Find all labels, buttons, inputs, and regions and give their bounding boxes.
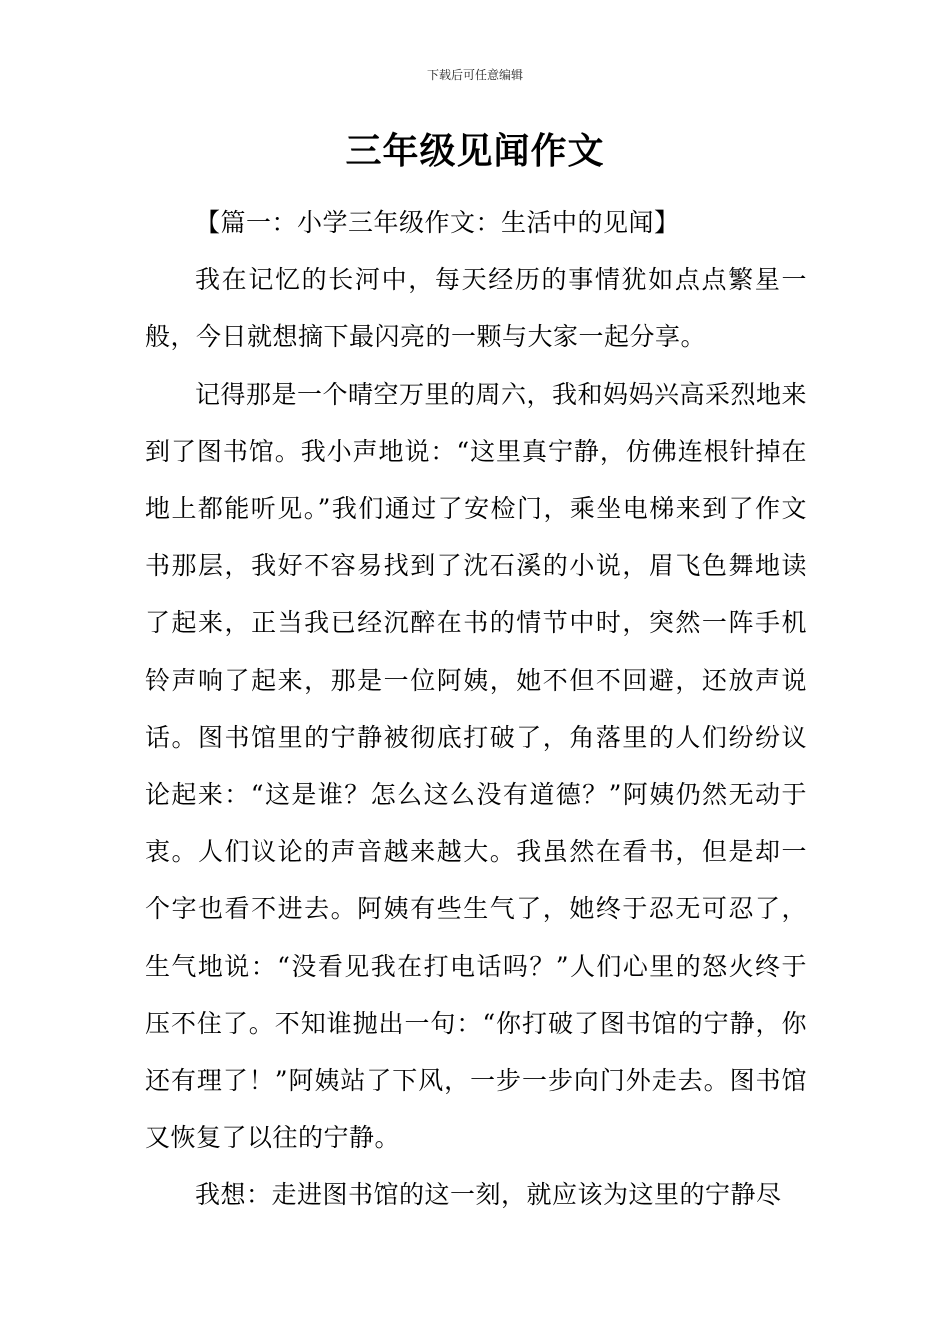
document-title: 三年级见闻作文 — [345, 131, 605, 172]
paragraph-3: 我想：走进图书馆的这一刻，就应该为这里的宁静尽 — [195, 1180, 782, 1210]
section-heading: 【篇一：小学三年级作文：生活中的见闻】 — [195, 208, 680, 237]
paragraph-1: 我在记忆的长河中，每天经历的事情犹如点点繁星一般，今日就想摘下最闪亮的一颗与大家一起分享。 — [145, 265, 807, 352]
paragraph-2: 记得那是一个晴空万里的周六，我和妈妈兴高采烈地来到了图书馆。我小声地说：“这里真宁静，仿佛连根针掉在地上都能听见。”我们通过了安检门，乘坐电梯来到了作文书那层，我好不容易找到了沈石溪的小说，眉飞色舞地读了起来，正当我已经沉醉在书的情节中时，突然一阵手机铃声响了起来，那是一位阿姨，她不但不回避，还放声说话。图书馆里的宁静被彻底打破了，角落里的人们纷纷议论起来：“这是谁？怎么这么没有道德？”阿姨仍然无动于衷。人们议论的声音越来越大。我虽然在看书，但是却一个字也看不进去。阿姨有些生气了，她终于忍无可忍了，生气地说：“没看见我在打电话吗？”人们心里的怒火终于压不住了。不知谁抛出一句：“你打破了图书馆的宁静，你还有理了！”阿姨站了下风，一步一步向门外走去。图书馆又恢复了以往的宁静。 — [145, 379, 808, 1153]
document-body — [145, 194, 807, 1224]
page-header-note: 下载后可任意编辑 — [426, 68, 523, 82]
